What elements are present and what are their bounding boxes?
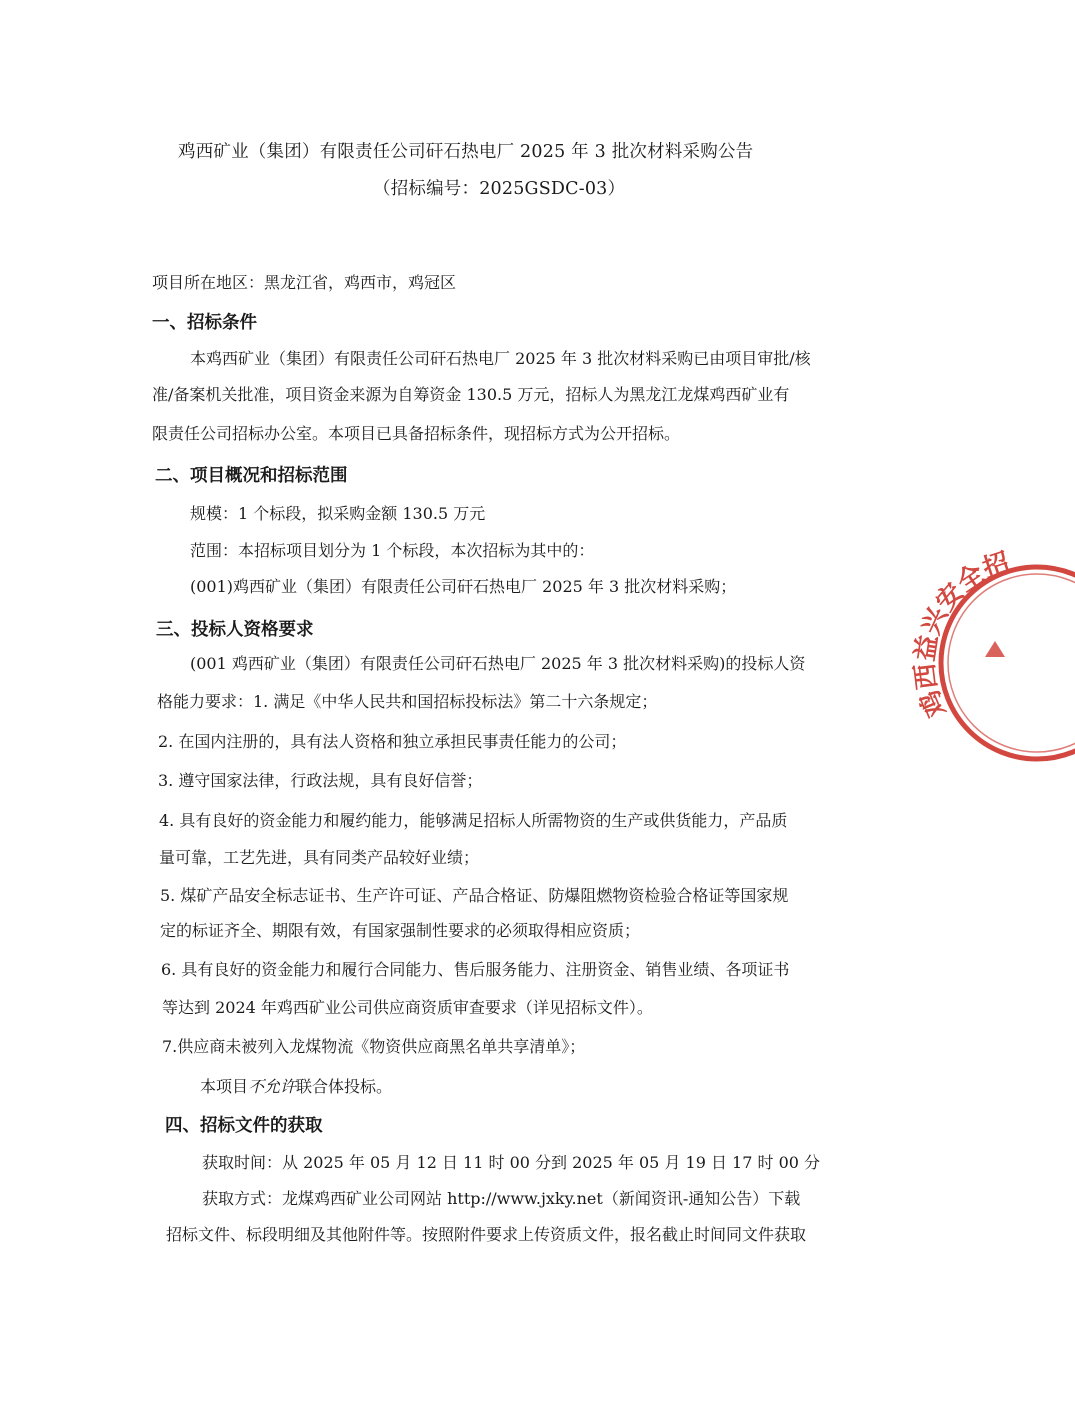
- consortium-note: [200, 1076, 392, 1098]
- requirement-item: 4. 具有良好的资金能力和履约能力，能够满足招标人所需物资的生产或供货能力，产品质: [159, 811, 788, 830]
- paragraph-line: (001)鸡西矿业（集团）有限责任公司矸石热电厂 2025 年 3 批次材料采购；: [190, 577, 737, 596]
- paragraph-line: 准/备案机关批准，项目资金来源为自筹资金 130.5 万元，招标人为黑龙江龙煤鸡西矿业有: [152, 385, 790, 404]
- consortium-suffix: 联合体投标。: [296, 1077, 393, 1096]
- requirement-item: 量可靠，工艺先进，具有同类产品较好业绩；: [159, 848, 480, 867]
- project-location: 项目所在地区：黑龙江省，鸡西市，鸡冠区: [152, 273, 457, 292]
- acquisition-time: 获取时间：从 2025 年 05 月 12 日 11 时 00 分到 2025 年 05 月 19 日 17 时 00 分: [202, 1153, 821, 1172]
- section-heading-document-acquisition: 四、招标文件的获取: [165, 1116, 323, 1136]
- consortium-prefix: 本项目: [200, 1077, 249, 1096]
- requirement-item: 2. 在国内注册的，具有法人资格和独立承担民事责任能力的公司；: [158, 732, 627, 751]
- consortium-emphasis: 不允许: [248, 1077, 297, 1096]
- requirement-item: 等达到 2024 年鸡西矿业公司供应商资质审查要求（详见招标文件）。: [162, 998, 653, 1017]
- paragraph-line: (001 鸡西矿业（集团）有限责任公司矸石热电厂 2025 年 3 批次材料采购)的投标人资: [190, 654, 806, 673]
- seal-text: 鸡西益兴安全招: [910, 547, 1014, 722]
- requirement-item: 5. 煤矿产品安全标志证书、生产许可证、产品合格证、防爆阻燃物资检验合格证等国家规: [160, 886, 789, 905]
- paragraph-line: 规模：1 个标段，拟采购金额 130.5 万元: [190, 504, 486, 523]
- paragraph-line: 限责任公司招标办公室。本项目已具备招标条件，现招标方式为公开招标。: [152, 424, 681, 443]
- section-heading-project-overview: 二、项目概况和招标范围: [155, 466, 348, 486]
- requirement-item: 3. 遵守国家法律，行政法规，具有良好信誉；: [158, 771, 483, 790]
- paragraph-line: 范围：本招标项目划分为 1 个标段，本次招标为其中的：: [190, 541, 595, 560]
- requirement-item: 6. 具有良好的资金能力和履行合同能力、售后服务能力、注册资金、销售业绩、各项证书: [161, 960, 790, 979]
- section-heading-tender-conditions: 一、招标条件: [152, 313, 257, 333]
- requirement-item: 定的标证齐全、期限有效，有国家强制性要求的必须取得相应资质；: [160, 921, 641, 940]
- requirement-item: 7.供应商未被列入龙煤物流《物资供应商黑名单共享清单》；: [162, 1037, 586, 1056]
- document-title: 鸡西矿业（集团）有限责任公司矸石热电厂 2025 年 3 批次材料采购公告: [178, 142, 754, 162]
- paragraph-line: 格能力要求：1. 满足《中华人民共和国招标投标法》第二十六条规定；: [157, 692, 658, 711]
- red-seal-stamp: [910, 547, 1075, 757]
- paragraph-line: 招标文件、标段明细及其他附件等。按照附件要求上传资质文件，报名截止时间同文件获取: [166, 1225, 807, 1244]
- section-heading-bidder-qualifications: 三、投标人资格要求: [156, 620, 314, 640]
- acquisition-method: 获取方式：龙煤鸡西矿业公司网站 http://www.jxky.net（新闻资讯-通知公告）下载: [202, 1189, 801, 1208]
- tender-number: （招标编号：2025GSDC-03）: [373, 179, 626, 199]
- paragraph-line: 本鸡西矿业（集团）有限责任公司矸石热电厂 2025 年 3 批次材料采购已由项目审批/核: [190, 349, 811, 368]
